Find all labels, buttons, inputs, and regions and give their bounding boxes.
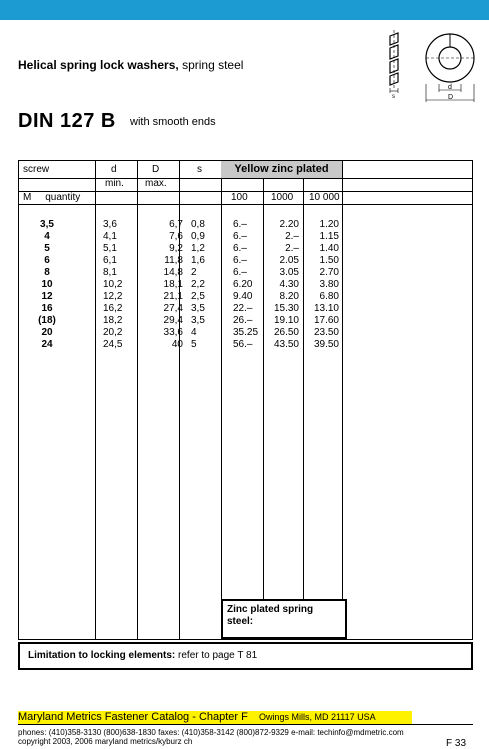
table-row: 8 8,1 14,8 2 6.– 3.05 2.70 — [44, 267, 339, 278]
table-row: 16 16,2 27,4 3,5 22.– 15.30 13.10 — [41, 303, 339, 314]
table-row: 3,5 3,6 6,7 0,8 6.– 2.20 1.20 — [40, 219, 339, 230]
washer-side-view — [390, 30, 398, 88]
row-divider — [19, 204, 472, 205]
table-row: 20 20,2 33,6 4 35.25 26.50 23.50 — [41, 327, 339, 338]
footer-phones: phones: (410)358-3130 (800)638-1830 faxes: (410)358-3142 (800)872-9329 e-mail: techinfo@mdmetric.com — [18, 728, 404, 737]
table-row: 6 6,1 11,8 1,6 6.– 2.05 1.50 — [44, 255, 339, 266]
washer-table — [18, 160, 473, 640]
footer-copyright: copyright 2003, 2006 maryland metrics/kyburz ch — [18, 737, 193, 746]
washer-top-view — [390, 34, 474, 102]
subheader-D: max. — [145, 178, 167, 189]
table-row: (18) 18,2 29,4 3,5 26.– 19.10 17.60 — [38, 315, 339, 326]
row-divider — [19, 178, 472, 179]
page-number: F 33 — [446, 738, 467, 749]
washer-drawing — [382, 30, 482, 105]
coating-header: Yellow zinc plated — [221, 161, 342, 178]
table-row: 10 10,2 18,1 2,2 6.20 4.30 3.80 — [41, 279, 339, 290]
table-row: 12 12,2 21,1 2,5 9.40 8.20 6.80 — [41, 291, 339, 302]
zinc-plated-box: Zinc plated spring steel: — [221, 599, 347, 639]
dim-label-d: d — [448, 84, 452, 91]
qty-10000: 10 000 — [309, 192, 340, 203]
table-row: 24 24,5 40 5 56.– 43.50 39.50 — [41, 339, 339, 350]
header-screw: screw — [23, 164, 50, 175]
dim-label-D: D — [448, 94, 454, 101]
qty-1000: 1000 — [271, 192, 294, 203]
dim-label-s: s — [392, 94, 395, 100]
table-row: 4 4,1 7,6 0,9 6.– 2.– 1.15 — [44, 231, 339, 242]
standard-number: DIN 127 B — [18, 110, 116, 132]
top-color-bar — [0, 0, 489, 20]
subheader-d: min. — [105, 178, 124, 189]
footer-catalog-band — [18, 711, 412, 724]
footer-divider — [18, 724, 473, 725]
qty-100: 100 — [231, 192, 248, 203]
header-d: d — [111, 164, 117, 175]
footer-catalog: Maryland Metrics Fastener Catalog - Chapter F — [18, 711, 248, 723]
page-title: Helical spring lock washers, spring steel — [18, 58, 244, 72]
footer-location: Owings Mills, MD 21117 USA — [258, 712, 376, 722]
quantity-label: M quantity — [23, 192, 81, 203]
footer-contact — [18, 728, 404, 746]
limitation-note: Limitation to locking elements: refer to page T 81 — [18, 642, 473, 670]
table-row: 5 5,1 9,2 1,2 6.– 2.– 1.40 — [44, 243, 339, 254]
header-D: D — [152, 164, 160, 175]
standard-subtitle: with smooth ends — [130, 116, 216, 128]
header-s: s — [197, 164, 202, 175]
